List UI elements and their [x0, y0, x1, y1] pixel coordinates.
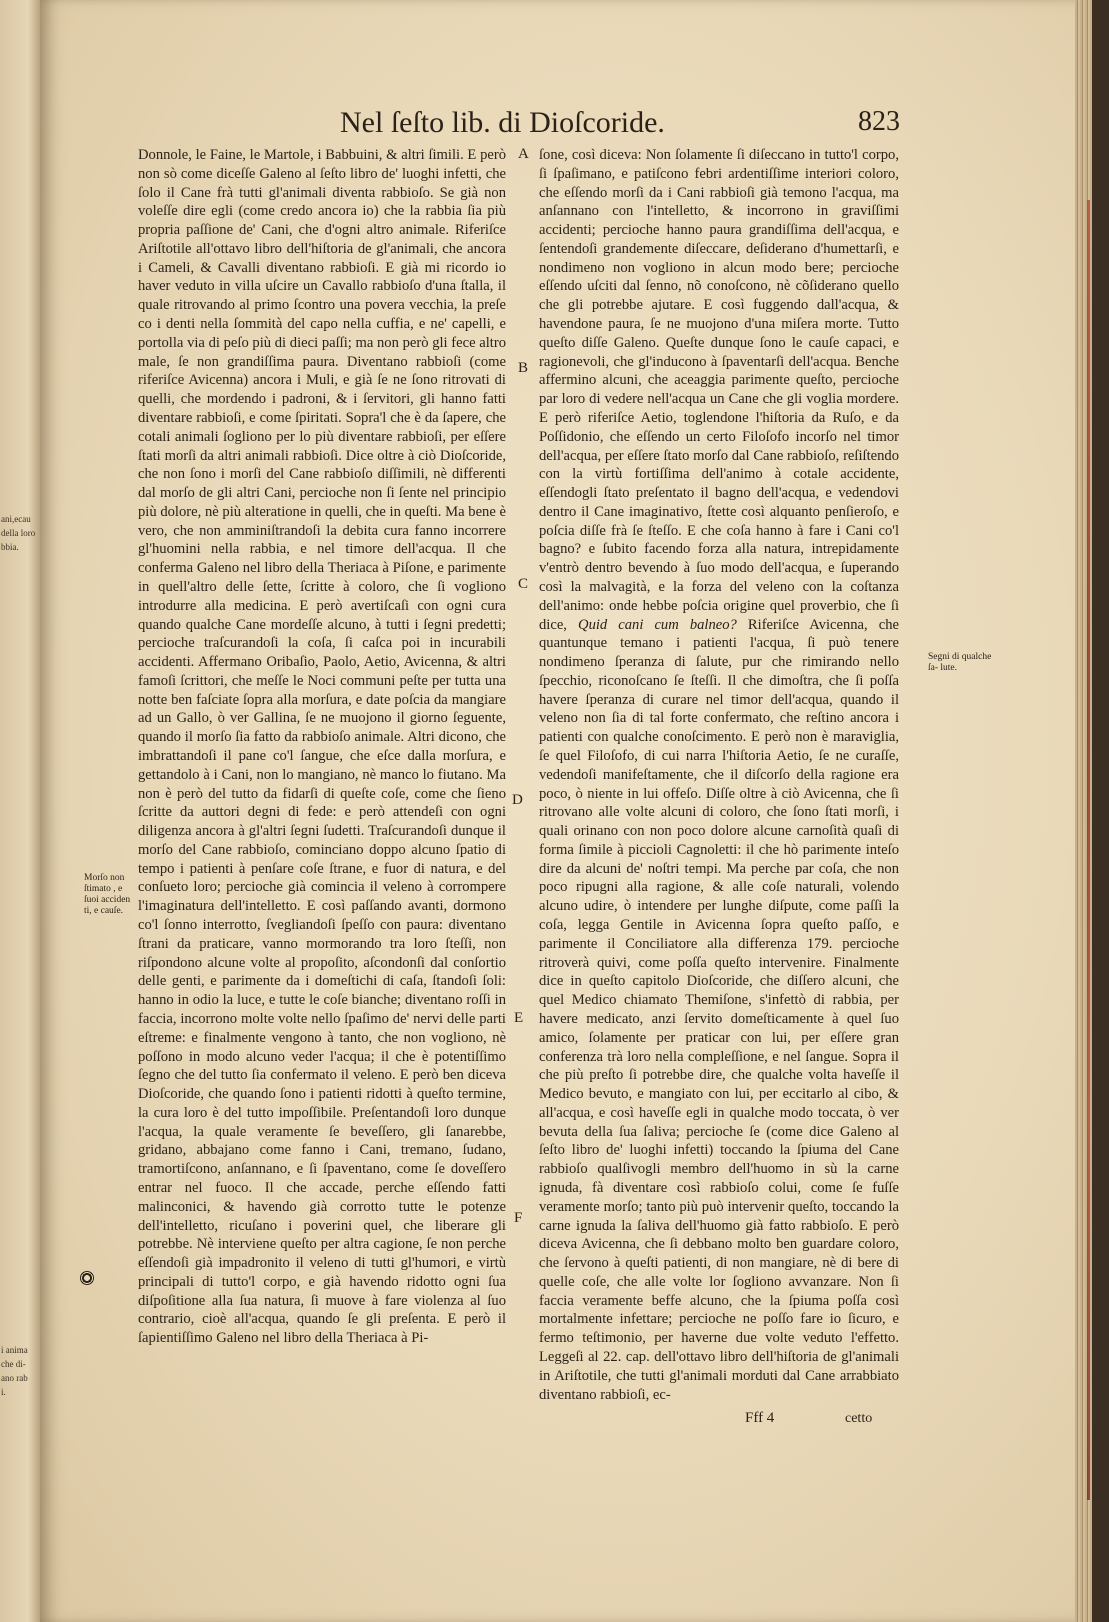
- facing-page-fragment: che di-: [1, 1359, 26, 1369]
- running-head: [340, 106, 900, 146]
- page-block-edge: [1075, 0, 1092, 1622]
- section-letter-e: E: [514, 1010, 524, 1026]
- margin-note-left: Morſo non ſtimato , e ſuoi acciden ti, e cauſe.: [84, 873, 131, 916]
- column-right-text-1: ſone, così diceva: Non ſolamente ſi diſeccano in tutto'l corpo, ſi ſpaſimano, e patiſcono febri ardentiſſime interiori coloro, che eſſendo morſi da i Cani rabbioſi già temono l'acqua, ma anſannano con l'intelletto, & incorrono in graviſſimi accidenti; percioche hanno paura grandiſſima dell'acqua, e ſentendoſi grandemente diſeccare, deſiderano d'humettarſi, e nondimeno non vogliono in alcun modo bere; percioche eſſendo uſciti dal ſenno, nõ conoſcono, nè cõſiderano quello che gli potrebbe ajutare. E così fuggendo dall'acqua, & havendone paura, ſe ne muojono d'una miſera morte. Tutto queſto diſſe Galeno. Queſte dunque ſono le cauſe capaci, e ragionevoli, che gl'inducono à ſpaventarſi dell'acqua. Benche affermino alcuni, che aceaggia parimente queſto, percioche par loro di vedere nell'acqua un Cane che gli voglia mordere. E però riferiſce Aetio, toglendone l'hiſtoria da Ruſo, e da Poſſidonio, che eſſendo un certo Filoſofo incorſo nel timor dell'acqua, per eſſere ſtato morſo dal Cane rabbioſo, reſiſtendo con la virtù fortiſſima dell'animo à cotale accidente, eſſendogli ſtato preſentato il bagno dell'acqua, e vedendovi dentro il Cane imaginativo, ſtette così alquanto penſieroſo, e poſcia diſſe frà ſe ſteſſo. E che coſa hanno à fare i Cani co'l bagno? e ſubito facendo forza alla natura, intrepidamente v'entrò dentro bevendo à ſuo modo dell'acqua, e ſuperando così la malvagità, e la forza del veleno con la coſtanza dell'animo: onde hebbe poſcia origine quel proverbio, che ſi dice,: [539, 147, 899, 633]
- margin-note-right: Segni di qualche ſa- lute.: [928, 652, 992, 673]
- column-right-text-2: Riferiſce Avicenna, che quantunque temano i patienti l'acqua, ſi può tenere nondimeno ſperanza di ſalute, pur che rimirando nello ſpecchio, riconoſcano ſe ſteſſi. Il che dimoſtra, che ſi poſſa havere ſperanza di curare nel timor dell'acqua, quando il veleno non ſia di tal forte confermato, che reſtino ancora i patienti con qualche conoſcimento. E però non è maraviglia, ſe quel Filoſofo, di cui narra l'hiſtoria Aetio, ſe ne curaſſe, vedendoſi manifeſtamente, che il diſcorſo della ragione era poco, ò niente in lui offeſo. Diſſe oltre à ciò Avicenna, che ſi ritrovano alle volte alcuni di coloro, che ſono ſtati morſi, i quali orinano con non poco dolore alcune carnoſità quaſi di forma ſimile à piccioli Cagnoletti: il che hò parimente inteſo dire da alcuni de' noſtri tempi. Ma perche par coſa, che non poco ripugni alla ragione, & alle coſe naturali, volendo alcuno udire, ò intendere per lunghe diſpute, come paſſi la coſa, legga Gentile in Avicenna ſopra queſto paſſo, e parimente il Conciliatore alla differenza 179. percioche ritroverà quivi, come poſſa queſto intervenire. Finalmente dice in queſto capitolo Dioſcoride, che diſſero alcuni, che quel Medico chiamato Themiſone, s'infettò di rabbia, per havere medicato, anzi ſervito domeſticamente à quel ſuo amico, ſolamente per praticar con lui, per eſſere gran conferenza trà loro nella compleſſione, e nel ſangue. Sopra il che più preſto ſi potrebbe dire, che qualche volta haveſſe il Medico bevuto, e mangiato con lui, per eccitarlo al cibo, & all'acqua, e così haveſſe egli in qualche modo toccata, ò ver bevuta della ſua ſaliva; percioche ſe (come dice Galeno al ſeſto libro de' luoghi infetti) toccando la ſpiuma del Cane rabbioſo qualſivogli membro dell'huomo in sù la carne ignuda, fà diventare così rabbioſo colui, come ſe fuſſe veramente morſo; tanto più può intervenir queſto, toccando la carne ignuda la ſaliva dell'huomo già fatto rabbioſo. E però diceva Avicenna, che ſi debbano molto ben guardare coloro, che ſervono à queſti patienti, di non mangiare, nè di bere di quelle coſe, che alle volte lor ſogliono avvanzare. Non ſi faccia veramente beffe alcuno, che la ſpiuma poſſa così mortalmente infettare; percioche ne poſſo fare io ſicuro, e fermo teſtimonio, per haverne due volte veduto l'effetto. Leggeſi al 22. cap. dell'ottavo libro dell'hiſtoria de gl'animali in Ariſtotile, che tutti gl'animali morduti dal Cane arrabbiato diventano rabbioſi, ec-: [539, 616, 899, 1403]
- catchword: cetto: [845, 1411, 873, 1426]
- facing-page-fragment: bbia.: [1, 542, 19, 552]
- section-letter-d: D: [512, 792, 523, 808]
- text-column-right: [539, 146, 899, 1404]
- column-left-text: Donnole, le Faine, le Martole, i Babbuini, & altri ſimili. E però non sò come diceſſe Galeno al ſeſto libro de' luoghi infetti, che ſolo il Cane frà tutti gl'animali diventa rabbioſo. Se già non voleſſe dire egli (come credo ancora io) che la rabbia ſia più propria paſſione de' Cani, che d'ogni altro animale. Riferiſce Ariſtotile all'ottavo libro dell'hiſtoria de gl'animali, che ancora i Cameli, & Cavalli diventano rabbioſi. E già mi ricordo io haver veduto in villa uſcire un Cavallo rabbioſo d'una ſtalla, il quale ritrovando al primo ſcontro una povera vecchia, la preſe co i denti nella ſommità del capo nella cuffia, e ne' capelli, e portolla via di peſo più di dieci paſſi; ma non però gli fece altro male, ſe non grandiſſima paura. Diventano rabbioſi (come riferiſce Avicenna) ancora i Muli, e già ſe ne ſono ritrovati di quelli, che mordendo i padroni, & i ſervitori, gli hanno fatti diventare rabbioſi, e come ſpiritati. Sopra'l che è da ſapere, che cotali animali ſogliono per lo più diventare rabbioſi, per eſſere ſtati morſi da altri animali rabbioſi. Dice oltre à ciò Dioſcoride, che non ſono i morſi del Cane rabbioſo diſſimili, nè differenti dal morſo de gli altri Cani, percioche non ſi ſente nel principio più dolore, nè più alteratione in quelli, che in queſti. Ma bene è vero, che non amminiſtrandoſi la debita cura fanno incorrere gl'huomini nella rabbia, e nel timore dell'acqua. Il che conferma Galeno nel libro della Theriaca à Piſone, e parimente in quell'altro delle ſette, ſcritte à coloro, che ſi vogliono introdurre alla medicina. E però avertiſcaſi con ogni cura quando qualche Cane mordeſſe alcuno, à tutti i ſegni predetti; percioche traſcurandoſi la coſa, ſi caſca poi in incurabili accidenti. Affermano Oribaſio, Paolo, Aetio, Avicenna, & altri famoſi ſcrittori, che meſſe le Noci communi peſte per tutta una notte ben faſciate ſopra alla morſura, e date poſcia da mangiare ad un Gallo, ò ver Gallina, ſe ne muojono il giorno ſeguente, quando il morſo ſia fatto da rabbioſo animale. Altri dicono, che imbrattandoſi il pane co'l ſangue, che eſce dalla morſura, e gettandolo à i Cani, non lo mangiano, nè manco lo fiutano. Ma non è però del tutto da fidarſi di queſte coſe, come che ſieno ſcritte da auttori degni di fede: e però attendeſi con ogni diligenza ancora à gl'altri ſegni ſudetti. Traſcurandoſi dunque il morſo del Cane rabbioſo, cominciano doppo alcuno ſpatio di tempo i patienti à penſare coſe ſtrane, e fuor di natura, e del conſueto loro; percioche già comincia il veleno à corrompere l'imaginatura dell'intelletto. E così paſſando avanti, dormono co'l ſonno interrotto, ſvegliandoſi ſpeſſo con paura: diventano ſtrani da praticare, vanno mormorando tra loro ſteſſi, non riſpondono alcune volte al propoſito, aſcondonſi dal conſortio delle genti, e parimente da i domeſtichi di caſa, ſtandoſi ſoli: hanno in odio la luce, e tutte le coſe bianche; diventano roſſi in faccia, incorrono molte volte nello ſpaſimo de' nervi delle parti eſtreme: e finalmente vengono à tanto, che non vogliono, nè poſſono in modo alcuno veder l'acqua; il che è potentiſſimo ſegno che del tutto ſia confermato il veleno. E però ben diceva Dioſcoride, che quando ſono i patienti ridotti à queſto termine, la cura loro è del tutto impoſſibile. Preſentandoſi loro dunque l'acqua, la quale veramente ſe beveſſero, gli ſanarebbe, gridano, abbajano come fanno i Cani, tremano, ſudano, tramortiſcono, anſannano, e ſi ſpaventano, come ſe doveſſero entrar nel fuoco. Il che accade, perche eſſendo fatti malinconici, & havendo già corrotto tutte le potenze dell'intelletto, ricuſano i poverini quel, che liberare gli potrebbe. Nè interviene queſto per altra cagione, ſe non perche eſſendoſi già impadronito il veleno di tutti gl'humori, e virtù principali di tutto'l corpo, e già havendo ridotto ogni ſua diſpoſitione alla ſua natura, ſi muove à fare violenza al ſuo contrario, cioè all'acqua, quando ſe gli preſenta. E però il ſapientiſſimo Galeno nel libro della Theriaca à Pi-: [138, 147, 506, 1347]
- section-letter-b: B: [518, 360, 529, 376]
- page-number: 823: [858, 106, 900, 137]
- column-right-text: [539, 146, 899, 1404]
- signature-mark: Fff 4: [745, 1410, 775, 1426]
- facing-page-fragment: i anima: [1, 1345, 28, 1355]
- facing-page-fragment: i.: [1, 1387, 6, 1397]
- section-letter-c: C: [518, 576, 529, 592]
- proverb-italic: Quid cani cum balneo?: [578, 616, 737, 633]
- facing-page-fragment: della loro: [1, 528, 36, 538]
- section-letter-f: F: [514, 1210, 523, 1226]
- section-letter-a: A: [518, 146, 529, 162]
- facing-page-edge: [0, 0, 40, 1622]
- ornament-mark-icon: [80, 1271, 94, 1285]
- running-title: Nel ſeſto lib. di Dioſcoride.: [340, 106, 665, 139]
- text-column-left: [138, 146, 506, 1348]
- facing-page-fragment: ano rab: [1, 1373, 28, 1383]
- facing-page-fragment: ani,ecau: [1, 514, 31, 524]
- red-edge-stain: [1087, 200, 1090, 1500]
